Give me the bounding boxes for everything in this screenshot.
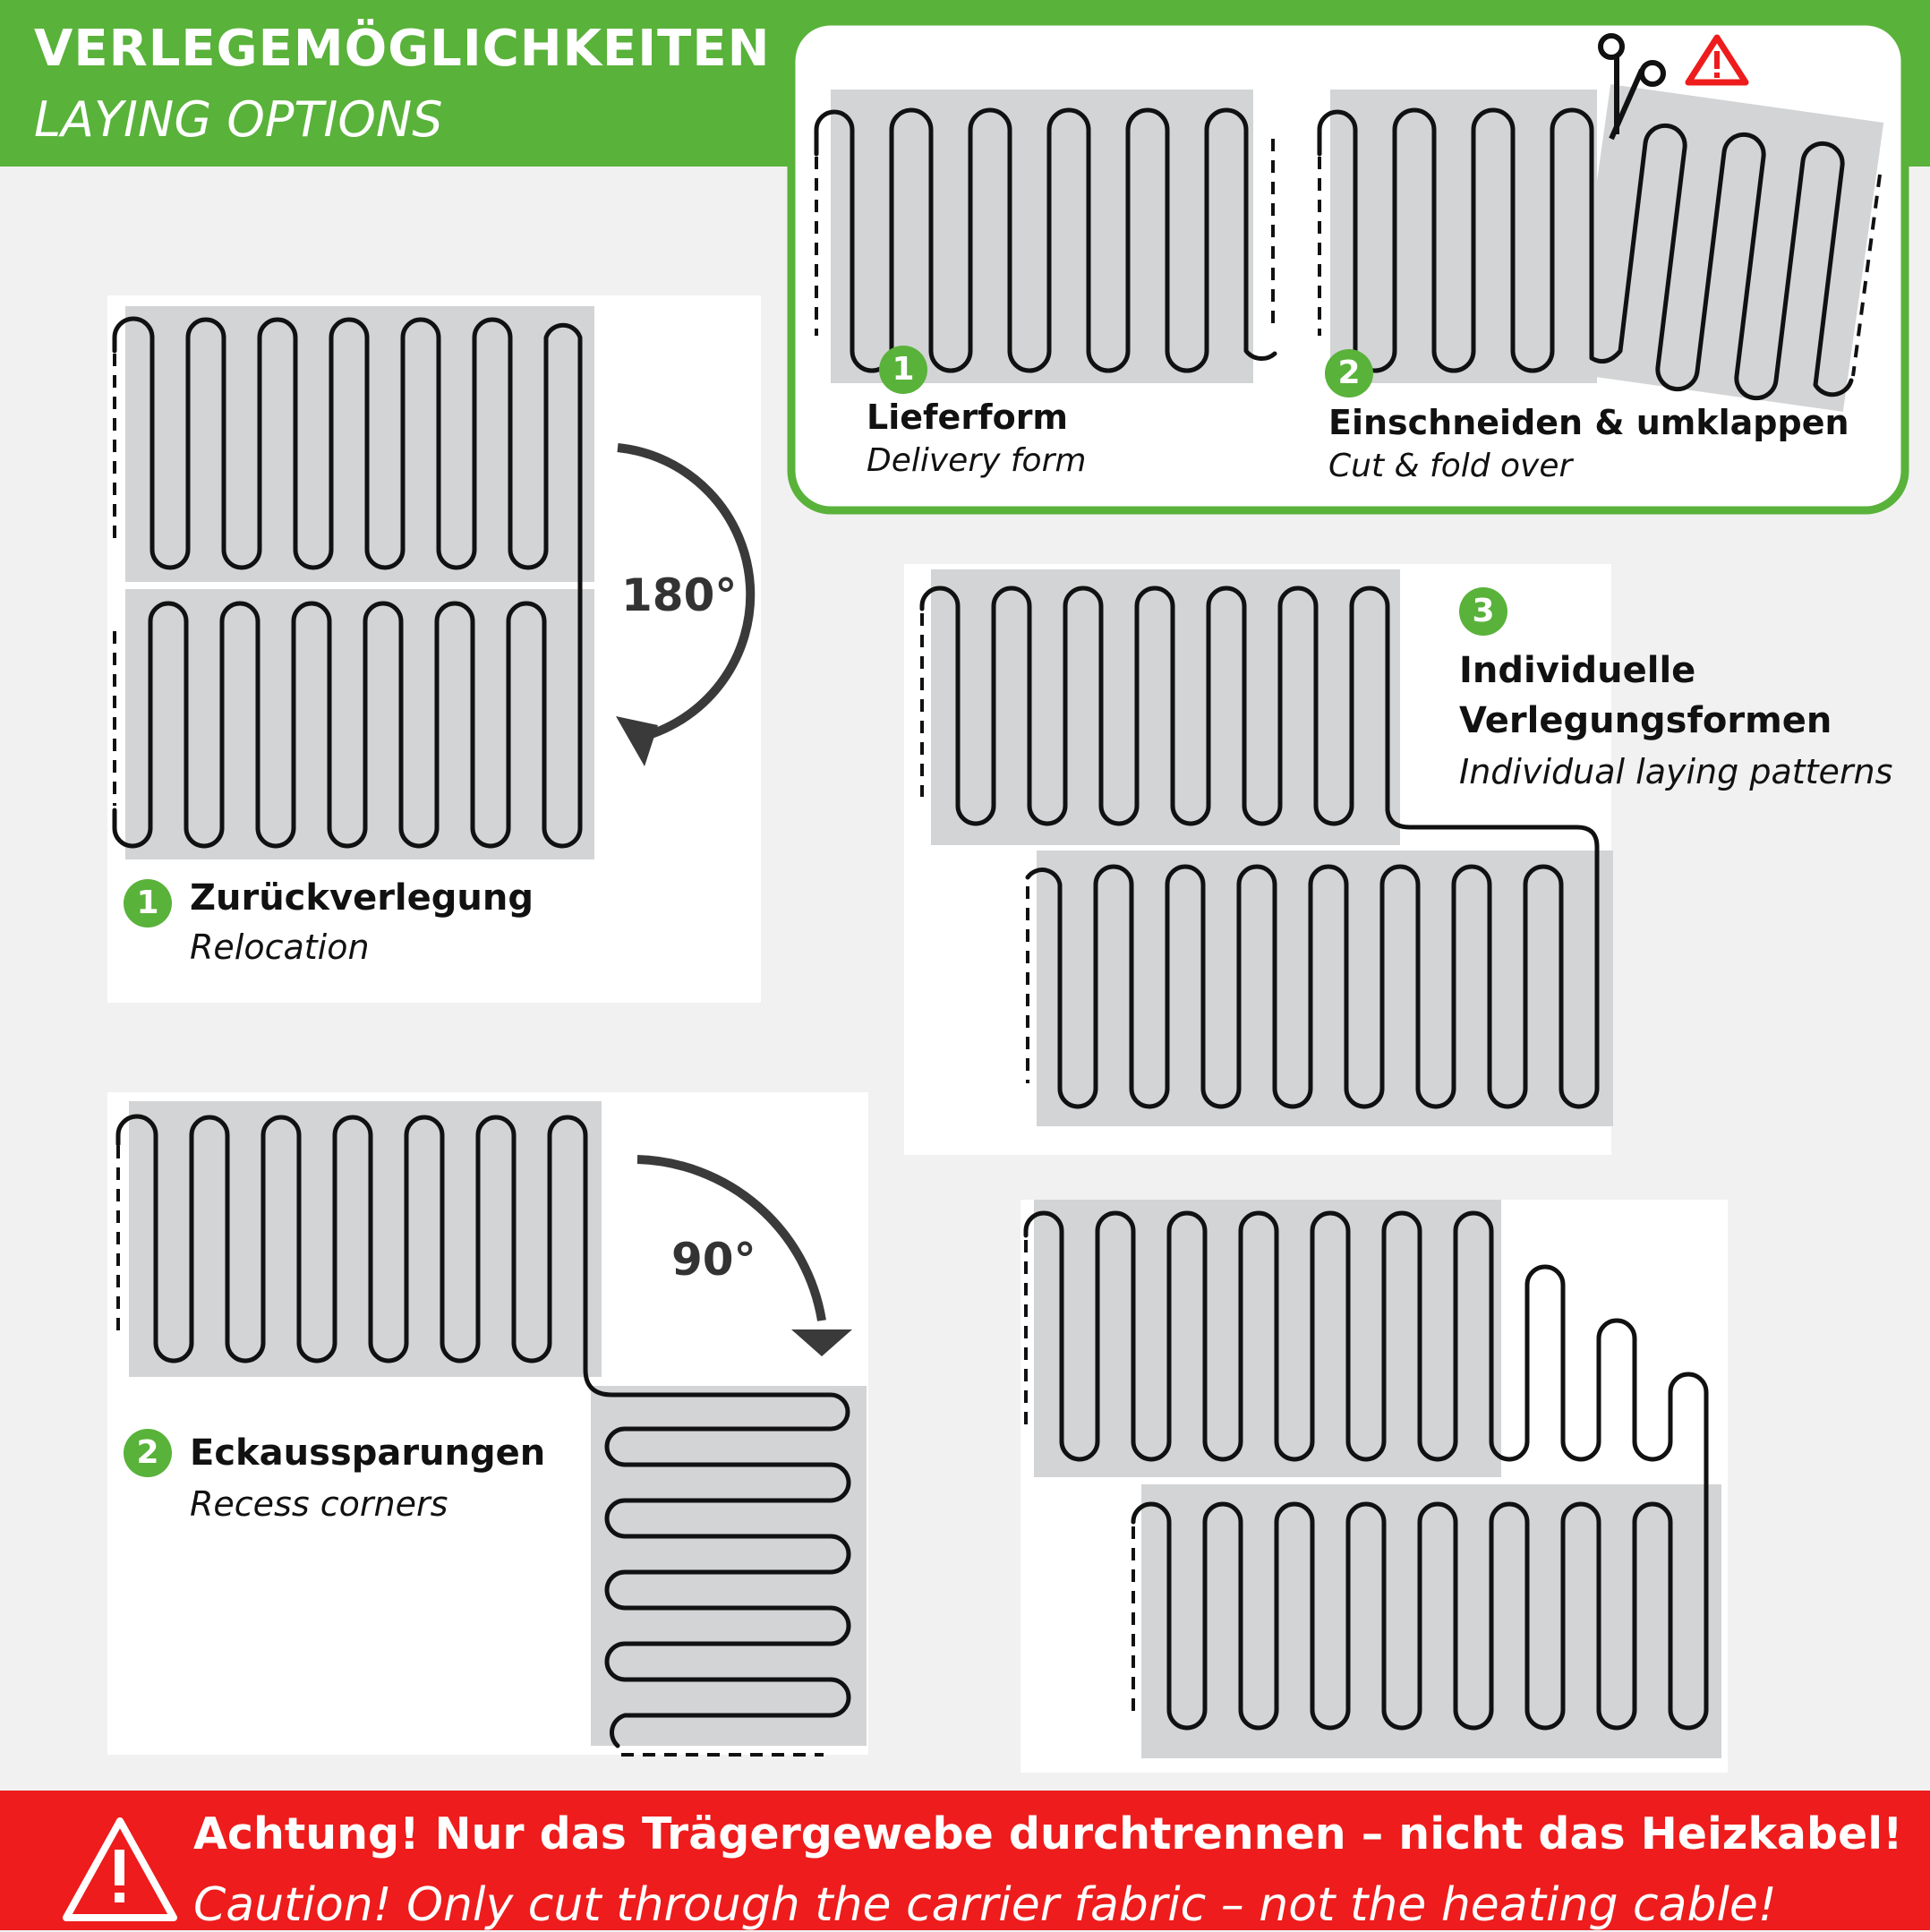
recess-label-en: Recess corners <box>190 1484 448 1524</box>
mat-recess-side <box>591 1386 867 1746</box>
angle-90-label: 90° <box>671 1234 756 1286</box>
individual-label-de-line1: Individuelle <box>1459 650 1696 691</box>
delivery-label-en: Delivery form <box>867 442 1087 479</box>
warning-text-de: Achtung! Nur das Trägergewebe durchtrennen – nicht das Heizkabel! <box>193 1808 1903 1859</box>
header-title-en: LAYING OPTIONS <box>34 91 443 148</box>
individual-label-de-line2: Verlegungsformen <box>1459 700 1832 741</box>
header-title-de: VERLEGEMÖGLICHKEITEN <box>34 20 771 78</box>
mat-cut-left <box>1330 90 1597 383</box>
mat-relocation-top <box>125 306 594 582</box>
warning-text-en: Caution! Only cut through the carrier fabric – not the heating cable! <box>193 1878 1777 1932</box>
mat-relocation-bottom <box>125 589 594 859</box>
relocation-label-de: Zurückverlegung <box>190 877 534 919</box>
badge-individual: 3 <box>1459 587 1507 636</box>
cut-label-en: Cut & fold over <box>1328 448 1573 484</box>
cut-label-de: Einschneiden & umklappen <box>1328 403 1849 442</box>
angle-180-label: 180° <box>621 569 738 621</box>
badge-relocation: 1 <box>124 879 172 928</box>
badge-cut: 2 <box>1325 349 1373 398</box>
individual-label-en: Individual laying patterns <box>1459 752 1893 791</box>
mat-individual-b-top <box>1034 1200 1501 1477</box>
relocation-label-en: Relocation <box>190 928 370 967</box>
mat-delivery <box>831 90 1253 383</box>
badge-recess: 2 <box>124 1429 172 1477</box>
delivery-label-de: Lieferform <box>867 398 1069 437</box>
mat-recess-top <box>129 1101 602 1377</box>
recess-label-de: Eckaussparungen <box>190 1432 546 1474</box>
mat-individual-a-top <box>931 569 1400 845</box>
badge-delivery: 1 <box>879 346 927 394</box>
